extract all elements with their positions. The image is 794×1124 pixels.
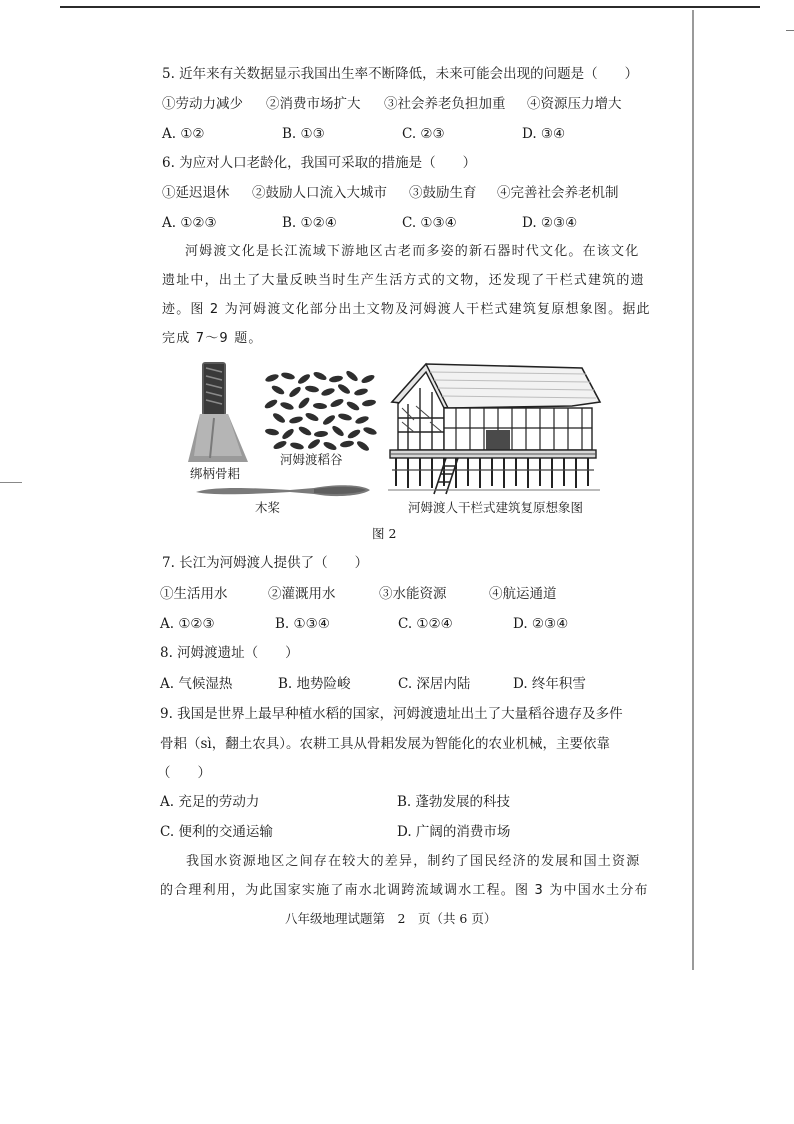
q7-item-3: ③水能资源 bbox=[379, 586, 447, 602]
stilt-house-figure bbox=[386, 358, 602, 496]
q8-choice-c[interactable]: C. 深居内陆 bbox=[398, 676, 471, 692]
q5-choice-b[interactable]: B. ①③ bbox=[282, 126, 325, 142]
q5-choice-a[interactable]: A. ①② bbox=[162, 126, 205, 142]
q6-choice-d[interactable]: D. ②③④ bbox=[522, 215, 578, 231]
q9-choice-b[interactable]: B. 蓬勃发展的科技 bbox=[397, 794, 511, 810]
scan-edge-right bbox=[692, 10, 694, 970]
q5-item-4: ④资源压力增大 bbox=[527, 96, 622, 112]
q6-choice-b[interactable]: B. ①②④ bbox=[282, 215, 337, 231]
q5-choice-d[interactable]: D. ③④ bbox=[522, 126, 566, 142]
q6-item-1: ①延迟退休 bbox=[162, 185, 230, 201]
passage2-line-2: 的合理利用，为此国家实施了南水北调跨流域调水工程。图 3 为中国水土分布 bbox=[160, 883, 649, 898]
rice-caption: 河姆渡稻谷 bbox=[280, 452, 343, 467]
q7-item-2: ②灌溉用水 bbox=[268, 586, 336, 602]
q9-choice-c[interactable]: C. 便利的交通运输 bbox=[160, 824, 273, 840]
rice-grains-figure bbox=[262, 370, 380, 452]
q7-stem: 7. 长江为河姆渡人提供了（ ） bbox=[162, 555, 369, 571]
bone-spade-caption: 绑柄骨耜 bbox=[190, 466, 241, 481]
paddle-caption: 木桨 bbox=[255, 500, 281, 515]
q6-item-4: ④完善社会养老机制 bbox=[497, 185, 619, 201]
passage2-line-1: 我国水资源地区之间存在较大的差异，制约了国民经济的发展和国土资源 bbox=[186, 854, 641, 869]
passage1-line-3: 迹。图 2 为河姆渡文化部分出土文物及河姆渡人干栏式建筑复原想象图。据此 bbox=[162, 302, 651, 317]
q9-choice-a[interactable]: A. 充足的劳动力 bbox=[160, 794, 260, 810]
q8-choice-d[interactable]: D. 终年积雪 bbox=[513, 676, 586, 692]
q8-choice-a[interactable]: A. 气候湿热 bbox=[160, 676, 233, 692]
q6-choice-c[interactable]: C. ①③④ bbox=[402, 215, 457, 231]
q6-stem: 6. 为应对人口老龄化，我国可采取的措施是（ ） bbox=[162, 155, 477, 171]
passage1-line-2: 遗址中，出土了大量反映当时生产生活方式的文物，还发现了干栏式建筑的遗 bbox=[162, 273, 645, 288]
wooden-paddle-figure bbox=[194, 480, 374, 502]
q7-choice-c[interactable]: C. ①②④ bbox=[398, 616, 453, 632]
bone-spade-figure bbox=[186, 358, 258, 468]
scan-edge-top bbox=[60, 6, 760, 8]
q7-choice-a[interactable]: A. ①②③ bbox=[160, 616, 215, 632]
q5-item-3: ③社会养老负担加重 bbox=[384, 96, 506, 112]
q5-choice-c[interactable]: C. ②③ bbox=[402, 126, 445, 142]
q7-choice-d[interactable]: D. ②③④ bbox=[513, 616, 569, 632]
q8-choice-b[interactable]: B. 地势险峻 bbox=[278, 676, 351, 692]
house-caption: 河姆渡人干栏式建筑复原想象图 bbox=[408, 500, 584, 515]
q7-item-4: ④航运通道 bbox=[489, 586, 557, 602]
q7-choice-b[interactable]: B. ①③④ bbox=[275, 616, 330, 632]
scan-mark-right bbox=[786, 30, 794, 31]
q5-item-1: ①劳动力减少 bbox=[162, 96, 243, 112]
passage1-line-1: 河姆渡文化是长江流域下游地区古老而多姿的新石器时代文化。在该文化 bbox=[185, 244, 640, 259]
q5-stem: 5. 近年来有关数据显示我国出生率不断降低，未来可能会出现的问题是（ ） bbox=[162, 66, 639, 82]
page-footer: 八年级地理试题第 2 页（共 6 页） bbox=[285, 911, 497, 926]
q7-item-1: ①生活用水 bbox=[160, 586, 228, 602]
passage1-line-4: 完成 7～9 题。 bbox=[162, 331, 263, 346]
q9-choice-d[interactable]: D. 广阔的消费市场 bbox=[397, 824, 511, 840]
q6-choice-a[interactable]: A. ①②③ bbox=[162, 215, 217, 231]
q9-stem-line-2: 骨耜（sì，翻土农具）。农耕工具从骨耜发展为智能化的农业机械，主要依靠 bbox=[160, 736, 610, 752]
q5-item-2: ②消费市场扩大 bbox=[266, 96, 361, 112]
q8-stem: 8. 河姆渡遗址（ ） bbox=[160, 645, 299, 661]
q6-item-2: ②鼓励人口流入大城市 bbox=[252, 185, 387, 201]
figure2-label: 图 2 bbox=[372, 526, 397, 541]
scan-mark-left bbox=[0, 482, 22, 483]
q6-item-3: ③鼓励生育 bbox=[409, 185, 477, 201]
q9-stem-line-3: （ ） bbox=[157, 765, 211, 781]
q9-stem-line-1: 9. 我国是世界上最早种植水稻的国家，河姆渡遗址出土了大量稻谷遗存及多件 bbox=[160, 706, 623, 722]
